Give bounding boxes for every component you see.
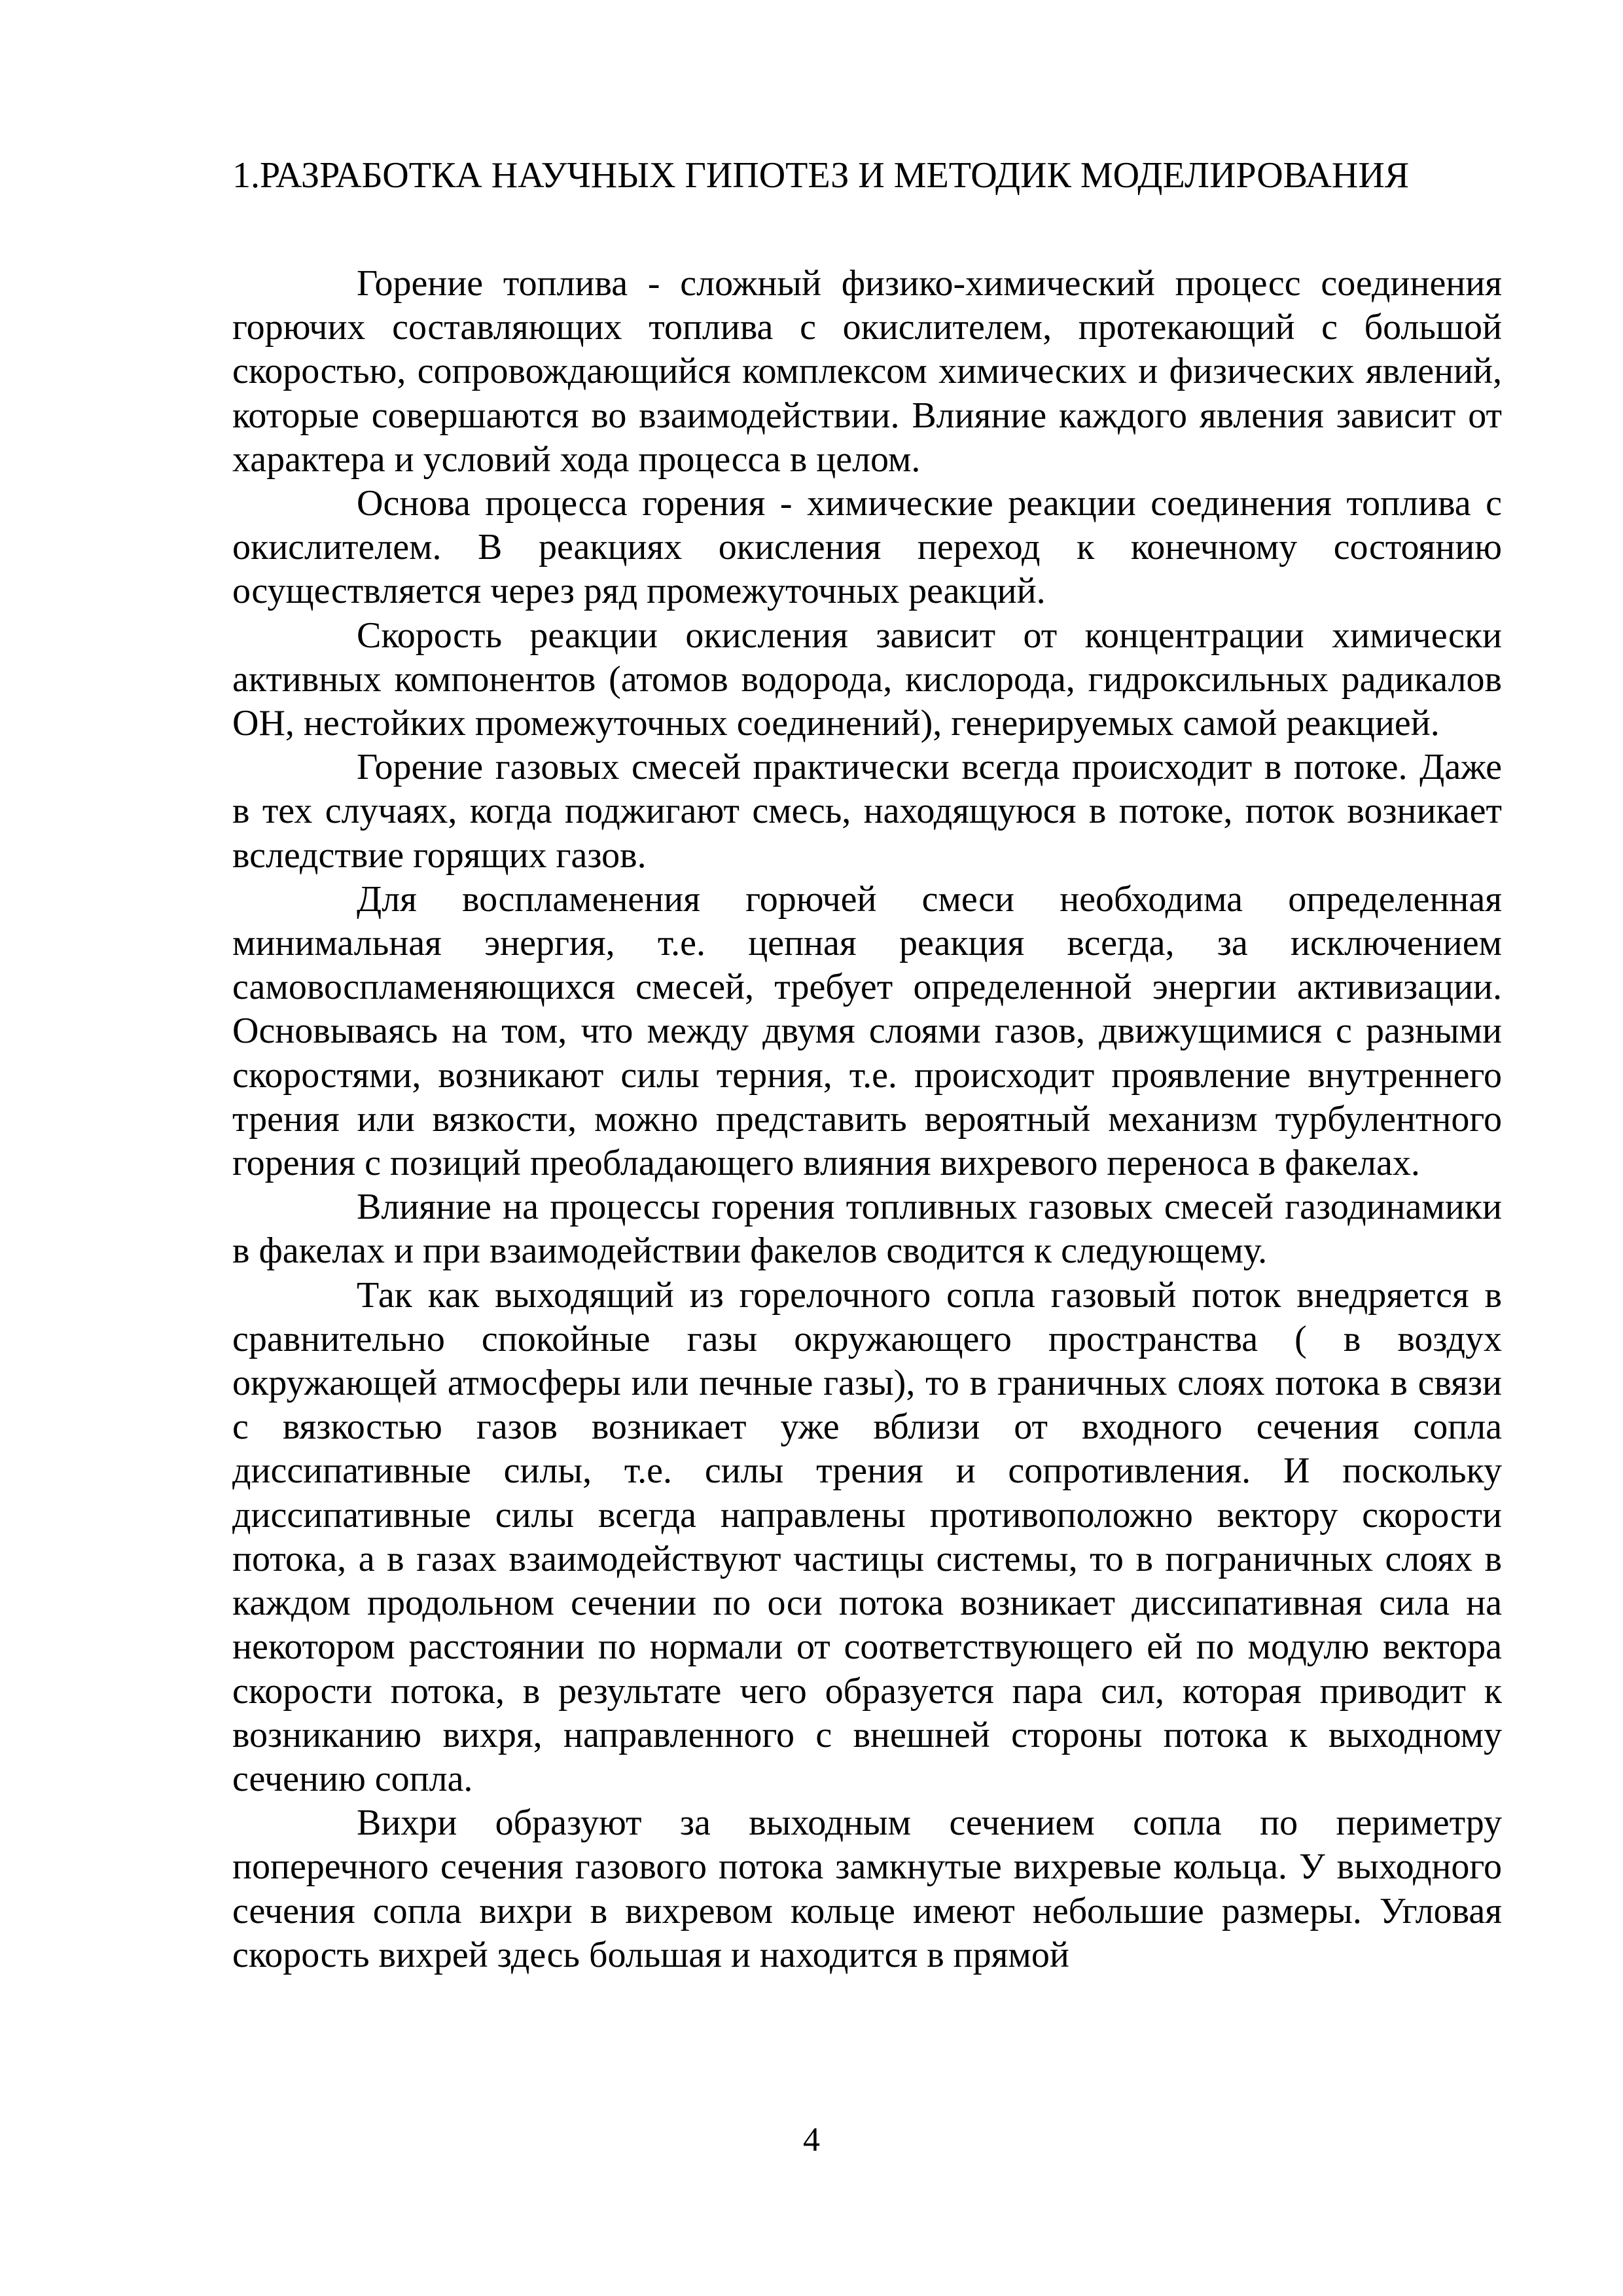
paragraph-ignition-energy: Для воспламенения горючей смеси необходима определенная минимальная энергия, т.е. цепная реакция всегда, за исключением самовоспламеняющихся смесей, требует определенной энергии активизации. Основываясь на том, что между двумя слоями газов, движущимися с разными скоростями, возникают силы терния, т.е. происходит проявление внутреннего трения или вязкости, можно представить вероятный механизм турбулентного горения с позиций преобладающего влияния вихревого переноса в факелах.: [232, 878, 1502, 1184]
body-text: [232, 262, 1502, 1977]
paragraph-combustion-basis: Основа процесса горения - химические реакции соединения топлива с окислителем. В реакциях окисления переход к конечному состоянию осуществляется через ряд промежуточных реакций.: [232, 483, 1502, 612]
page-number: 4: [803, 2121, 820, 2159]
paragraph-oxidation-rate: Скорость реакции окисления зависит от концентрации химически активных компонентов (атомов водорода, кислорода, гидроксильных радикалов ОН, нестойких промежуточных соединений), генерируемых самой реакцией.: [232, 615, 1502, 744]
section-heading: 1.РАЗРАБОТКА НАУЧНЫХ ГИПОТЕЗ И МЕТОДИК МОДЕЛИРОВАНИЯ: [232, 155, 1410, 196]
paragraph-combustion-definition: Горение топлива - сложный физико-химический процесс соединения горючих составляющих топлива с окислителем, протекающий с большой скоростью, сопровождающийся комплексом химических и физических явлений, которые совершаются во взаимодействии. Влияние каждого явления зависит от характера и условий хода процесса в целом.: [232, 263, 1502, 480]
paragraph-gas-flow: Горение газовых смесей практически всегда происходит в потоке. Даже в тех случаях, когда поджигают смесь, находящуюся в потоке, поток возникает вследствие горящих газов.: [232, 747, 1502, 876]
paragraph-dissipative-forces: Так как выходящий из горелочного сопла газовый поток внедряется в сравнительно спокойные газы окружающего пространства ( в воздух окружающей атмосферы или печные газы), то в граничных слоях потока в связи с вязкостью газов возникает уже вблизи от входного сечения сопла диссипативные силы, т.е. силы трения и сопротивления. И поскольку диссипативные силы всегда направлены противоположно вектору скорости потока, а в газах взаимодействуют частицы системы, то в пограничных слоях в каждом продольном сечении по оси потока возникает диссипативная сила на некотором расстоянии по нормали от соответствующего ей по модулю вектора скорости потока, в результате чего образуется пара сил, которая приводит к возниканию вихря, направленного с внешней стороны потока к выходному сечению сопла.: [232, 1274, 1502, 1799]
paragraph-gas-dynamics: Влияние на процессы горения топливных газовых смесей газодинамики в факелах и при взаимодействии факелов сводится к следующему.: [232, 1187, 1502, 1272]
paragraph-vortex-rings: Вихри образуют за выходным сечением сопла по периметру поперечного сечения газового потока замкнутые вихревые кольца. У выходного сечения сопла вихри в вихревом кольце имеют небольшие размеры. Угловая скорость вихрей здесь большая и находится в прямой: [232, 1803, 1502, 1975]
